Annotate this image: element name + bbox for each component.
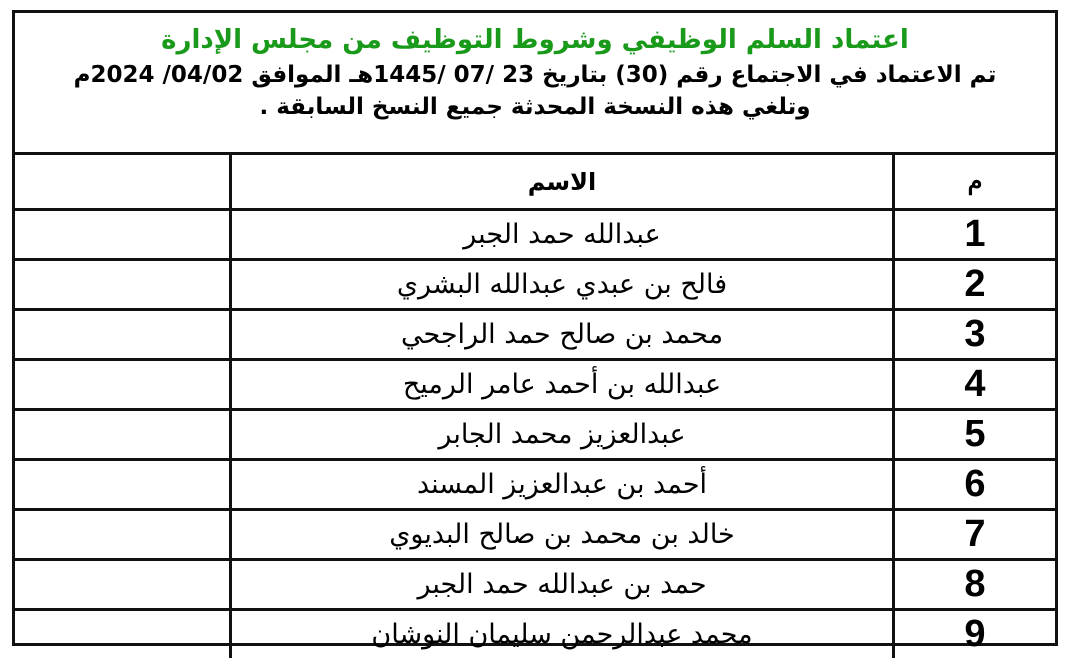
extra-cell	[15, 210, 231, 260]
table-row	[15, 260, 1055, 310]
row-number: 2	[894, 260, 1056, 310]
table-row	[15, 360, 1055, 410]
row-number: 9	[894, 610, 1056, 659]
table-row	[15, 460, 1055, 510]
extra-cell	[15, 460, 231, 510]
column-header-extra	[15, 155, 231, 210]
extra-cell	[15, 610, 231, 659]
member-name: حمد بن عبدالله حمد الجبر	[231, 560, 894, 610]
table-row	[15, 310, 1055, 360]
member-name: فالح بن عبدي عبدالله البشري	[231, 260, 894, 310]
table-row	[15, 510, 1055, 560]
document-title: اعتماد السلم الوظيفي وشروط التوظيف من مجلس الإدارة	[161, 25, 909, 55]
extra-cell	[15, 360, 231, 410]
table-row	[15, 610, 1055, 659]
member-name: خالد بن محمد بن صالح البديوي	[231, 510, 894, 560]
approval-statement: تم الاعتماد في الاجتماع رقم (30) بتاريخ 23 /07 /1445هـ الموافق 04/02/ 2024م	[73, 62, 997, 88]
member-name: عبدالله حمد الجبر	[231, 210, 894, 260]
member-name: محمد عبدالرحمن سليمان النوشان	[231, 610, 894, 659]
row-number: 5	[894, 410, 1056, 460]
member-name: عبدالله بن أحمد عامر الرميح	[231, 360, 894, 410]
member-name: عبدالعزيز محمد الجابر	[231, 410, 894, 460]
row-number: 1	[894, 210, 1056, 260]
row-number: 6	[894, 460, 1056, 510]
member-name: محمد بن صالح حمد الراجحي	[231, 310, 894, 360]
row-number: 8	[894, 560, 1056, 610]
extra-cell	[15, 260, 231, 310]
table-header-row	[15, 155, 1055, 210]
table-row	[15, 560, 1055, 610]
document-frame	[12, 10, 1058, 655]
extra-cell	[15, 510, 231, 560]
column-header-name: الاسم	[231, 155, 894, 210]
extra-cell	[15, 410, 231, 460]
row-number: 4	[894, 360, 1056, 410]
table-row	[15, 210, 1055, 260]
members-table	[15, 155, 1055, 658]
extra-cell	[15, 560, 231, 610]
row-number: 7	[894, 510, 1056, 560]
column-header-number: م	[967, 168, 983, 195]
document-header	[15, 13, 1055, 155]
supersede-note: وتلغي هذه النسخة المحدثة جميع النسخ السابقة .	[259, 94, 811, 120]
row-number: 3	[894, 310, 1056, 360]
table-row	[15, 410, 1055, 460]
extra-cell	[15, 310, 231, 360]
member-name: أحمد بن عبدالعزيز المسند	[231, 460, 894, 510]
